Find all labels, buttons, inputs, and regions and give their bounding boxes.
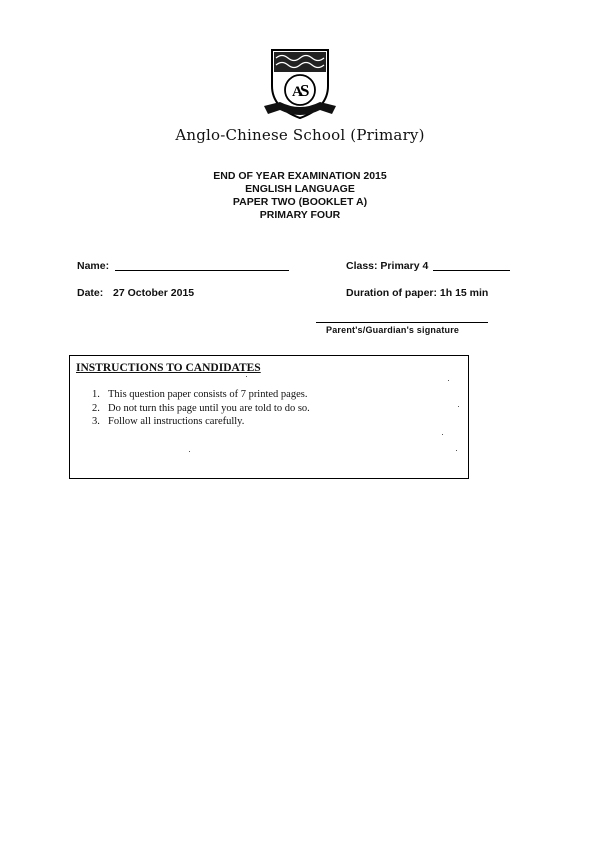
school-crest-icon [262, 46, 338, 124]
list-item: 2. Do not turn this page until you are told to do so. [92, 402, 310, 414]
date-value: 27 October 2015 [113, 287, 195, 299]
list-item: 3. Follow all instructions carefully. [92, 416, 245, 427]
svg-text:S: S [300, 81, 310, 100]
signature-field[interactable] [316, 322, 488, 323]
name-label: Name: [77, 260, 110, 272]
subject-title: ENGLISH LANGUAGE [245, 183, 355, 195]
list-item: 1. This question paper consists of 7 printed pages. [92, 389, 308, 400]
exam-title: END OF YEAR EXAMINATION 2015 [213, 170, 387, 182]
school-name: Anglo-Chinese School (Primary) [175, 126, 425, 144]
level-title: PRIMARY FOUR [259, 209, 341, 221]
class-field[interactable] [433, 270, 510, 271]
instructions-list [92, 388, 310, 429]
signature-label: Parent's/Guardian's signature [326, 325, 460, 335]
date-label: Date: [77, 287, 104, 299]
exam-heading [0, 170, 600, 222]
instructions-title: INSTRUCTIONS TO CANDIDATES [76, 362, 261, 374]
paper-title: PAPER TWO (BOOKLET A) [232, 196, 368, 208]
class-label: Class: Primary 4 [346, 260, 429, 272]
svg-text:A: A [292, 84, 303, 100]
name-field[interactable] [115, 270, 289, 271]
instructions-box [69, 355, 469, 479]
duration-label: Duration of paper: 1h 15 min [346, 287, 489, 299]
